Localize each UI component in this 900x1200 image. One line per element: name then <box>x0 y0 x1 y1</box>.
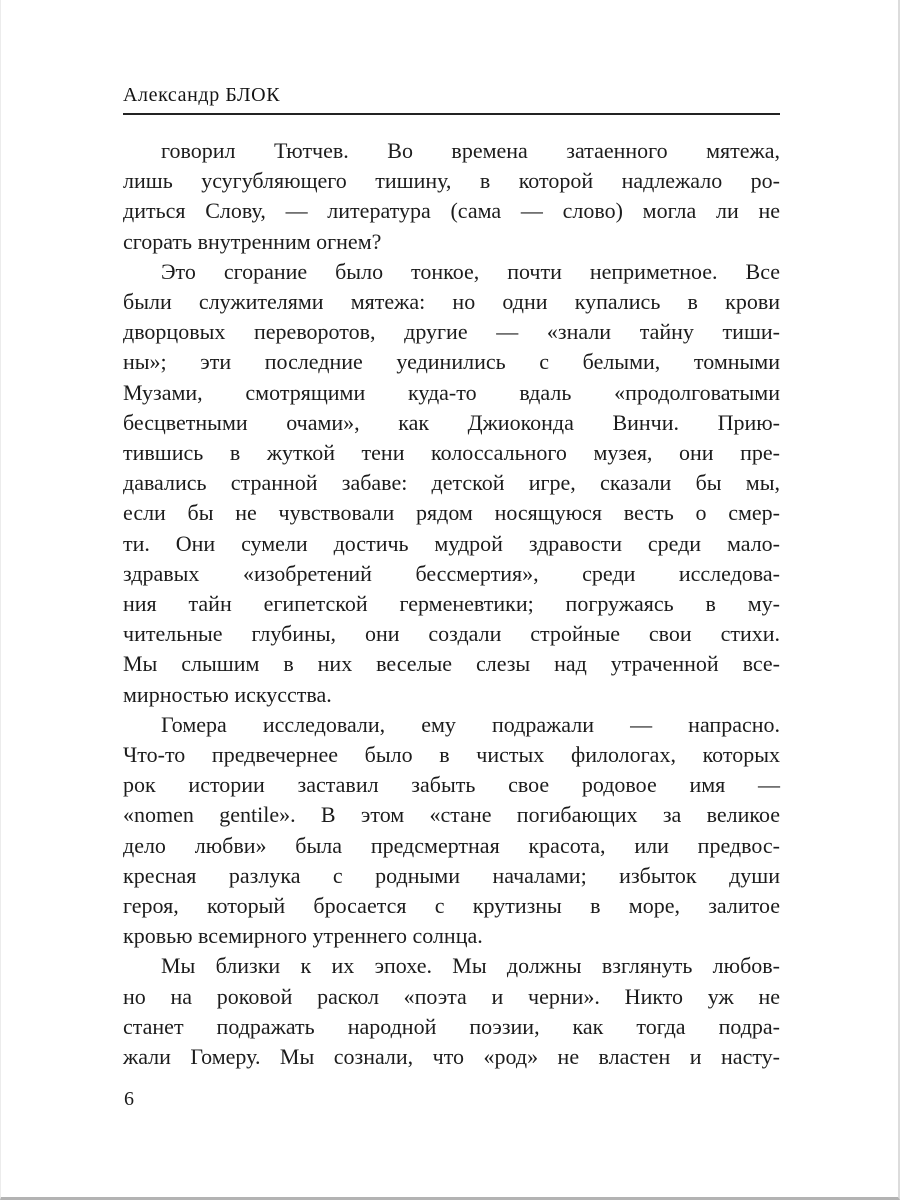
paragraph <box>123 710 780 952</box>
text-line: Гомера исследовали, ему подражали — напрасно. <box>161 711 780 737</box>
text-line: «nomen gentile». В этом «стане погибающих за великое <box>123 802 780 828</box>
text-line: бесцветными очами», как Джиоконда Винчи. Прию- <box>123 409 780 435</box>
text-line: ны»; эти последние уединились с белыми, томными <box>123 349 780 375</box>
text-line: Мы слышим в них веселые слезы над утраченной все- <box>123 651 780 677</box>
text-line: Мы близки к их эпохе. Мы должны взглянуть любов- <box>161 953 780 979</box>
text-line: были служителями мятежа: но одни купались в крови <box>123 289 780 315</box>
header-rule <box>123 113 780 115</box>
text-line: но на роковой раскол «поэта и черни». Никто уж не <box>123 983 780 1009</box>
text-line: жали Гомеру. Мы сознали, что «род» не властен и насту- <box>123 1044 780 1070</box>
text-line: ния тайн египетской герменевтики; погружаясь в му- <box>123 591 780 617</box>
text-block <box>123 136 780 1072</box>
running-header: Александр БЛОК <box>123 84 281 106</box>
text-line: дворцовых переворотов, другие — «знали тайну тиши- <box>123 319 780 345</box>
text-line: Это сгорание было тонкое, почти неприметное. Все <box>161 258 780 284</box>
text-line: чительные глубины, они создали стройные свои стихи. <box>123 621 780 647</box>
paragraph <box>123 257 780 710</box>
text-line: давались странной забаве: детской игре, сказали бы мы, <box>123 470 780 496</box>
text-line: говорил Тютчев. Во времена затаенного мятежа, <box>161 138 780 163</box>
text-line: ти. Они сумели достичь мудрой здравости среди мало- <box>123 530 780 556</box>
text-line: если бы не чувствовали рядом носящуюся весть о смер- <box>123 500 780 526</box>
text-line: Что-то предвечернее было в чистых филологах, которых <box>123 742 780 768</box>
text-line: Музами, смотрящими куда-то вдаль «продолговатыми <box>123 379 780 405</box>
text-line: станет подражать народной поэзии, как тогда подра- <box>123 1013 780 1039</box>
text-line: лишь усугубляющего тишину, в которой надлежало ро- <box>123 168 780 194</box>
text-line: здравых «изобретений бессмертия», среди исследова- <box>123 560 780 586</box>
text-line: рок истории заставил забыть свое родовое имя — <box>123 772 780 798</box>
text-line: дело любви» была предсмертная красота, или предвос- <box>123 832 780 858</box>
text-line: героя, который бросается с крутизны в море, залитое <box>123 893 780 919</box>
text-line: диться Слову, — литература (сама — слово) могла ли не <box>123 198 780 224</box>
text-line: кресная разлука с родными началами; избыток души <box>123 862 780 888</box>
text-line: мирностью искусства. <box>123 681 332 707</box>
text-line: кровью всемирного утреннего солнца. <box>123 923 483 949</box>
text-line: сгорать внутренним огнем? <box>123 228 382 254</box>
text-line: тившись в жуткой тени колоссального музея, они пре- <box>123 440 780 466</box>
paragraph <box>123 136 780 257</box>
paragraph <box>123 951 780 1072</box>
page-number: 6 <box>124 1088 134 1110</box>
